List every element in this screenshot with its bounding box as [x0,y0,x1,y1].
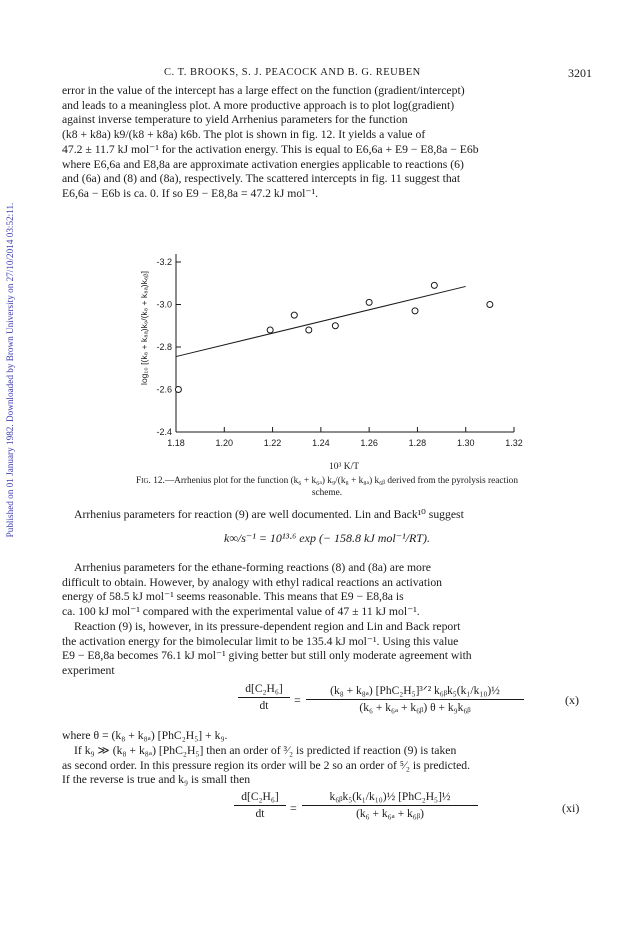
text-line: against inverse temperature to yield Arrhenius parameters for the function [62,113,408,127]
eq-xi-lhs-den: dt [255,808,265,820]
x-tick-label: 1.22 [263,438,282,448]
text-line: Reaction (9) is, however, in its pressure-dependent region and Lin and Back report [74,619,461,633]
equation-k-inf: k∞/s⁻¹ = 10¹³·⁶ exp (− 158.8 kJ mol⁻¹/RT). [224,531,430,545]
data-point [291,312,297,318]
text-line: If the reverse is true and k₉ is small then [62,773,251,787]
x-tick-label: 1.18 [167,438,185,448]
eq-x-rhs-den: (k₆ + k₆ₐ + k₆ᵦ) θ + k₉k₆ᵦ [359,702,471,714]
eq-x-lhs [238,683,290,712]
text-line: where θ = (k₈ + k₈ₐ) [PhC₂H₅] + k₉. [62,729,228,742]
header-authors: C. T. BROOKS, S. J. PEACOCK AND B. G. REUBEN [164,67,421,78]
y-axis-label: log₁₀ [(k₈ + k₈ₐ)k₉/(k₈ + k₈ₐ)k₆ᵦ] [139,271,149,385]
running-header [62,67,592,83]
data-point [487,302,493,308]
eq-x-equals: = [294,693,301,707]
text-line: energy of 58.5 kJ mol⁻¹ seems reasonable. This means that E9 − E8,8a is [62,590,404,604]
download-notice [2,150,18,590]
text-line: and (6a) and (8) and (8a), respectively. The scattered intercepts in fig. 11 suggest that [62,172,461,186]
eq-x-lhs-den: dt [259,700,269,712]
caption-text: —Arrhenius plot for the function (k₆ + k₆ₐ) k₉/(k₈ + k₈ₐ) k₆ᵦ derived from the pyrolysis reaction [164,476,518,486]
text-line: and leads to a meaningless plot. A more productive approach is to plot log(gradient) [62,98,455,112]
caption-text-line2: scheme. [311,488,343,498]
eq-x-number: (x) [565,693,579,707]
download-notice-text: Published on 01 January 1982. Downloaded by Brown University on 27/10/2014 03:52:11. [5,202,15,538]
x-tick-label: 1.32 [505,438,523,448]
text-line: the activation energy for the bimolecular limit to be 135.4 kJ mol⁻¹. Using this value [62,634,459,648]
lin-back-paragraph [62,508,592,523]
eq-xi-number: (xi) [562,801,580,815]
data-point [267,327,273,333]
eq-xi-equals: = [290,801,297,815]
text-line: (k8 + k8a) k9/(k8 + k8a) k6b. The plot is shown in fig. 12. It yields a value of [62,128,426,142]
data-point [412,308,418,314]
eq-xi-rhs [302,791,478,820]
page-number: 3201 [568,66,592,80]
eq-xi-rhs-num: k₆ᵦk₅(k₁/k₁₀)½ [PhC₂H₅]½ [329,791,451,803]
order-paragraph [62,744,592,788]
text-line: experiment [62,663,115,677]
arrhenius-plot [100,240,570,480]
theta-definition [62,729,592,744]
x-tick-label: 1.24 [312,438,330,448]
fit-line [176,286,466,356]
eq-x-rhs-num: (k₈ + k₈ₐ) [PhC₂H₅]³ᐟ² k₆ᵦk₅(k₁/k₁₀)½ [330,685,500,697]
eq-xi-rhs-den: (k₆ + k₆ₐ + k₆ᵦ) [356,808,424,820]
text-line: where E6,6a and E8,8a are approximate activation energies applicable to reactions (6) [62,157,464,171]
text-line: E9 − E8,8a becomes 76.1 kJ mol⁻¹ giving better but still only moderate agreement with [62,649,472,663]
text-line: error in the value of the intercept has a large effect on the function (gradient/intercept) [62,84,465,97]
data-point [366,299,372,305]
y-tick-label: -2.6 [156,384,172,395]
text-line: If k₉ ≫ (k₈ + k₈ₐ) [PhC₂H₅] then an order of ³⁄₂ is predicted if reaction (9) is taken [74,744,457,757]
x-axis-label: 10³ K/T [328,462,360,472]
y-tick-label: -2.8 [156,342,172,352]
x-tick-label: 1.20 [215,438,234,448]
y-tick-label: -3.2 [156,257,172,267]
text-line: ca. 100 kJ mol⁻¹ compared with the experimental value of 47 ± 11 kJ mol⁻¹. [62,605,420,619]
eq-x-lhs-num: d[C₂H₆] [245,683,283,695]
text-line: 47.2 ± 11.7 kJ mol⁻¹ for the activation energy. This is equal to E6,6a + E9 − E8,8a − E6b [62,142,479,156]
x-tick-label: 1.30 [456,438,475,448]
x-tick-label: 1.28 [408,438,427,448]
data-point [306,327,312,333]
plot-area [156,254,522,448]
data-point [332,323,338,329]
caption-label: Fig. 12. [136,476,165,486]
intro-paragraph [62,84,592,202]
eq-x-rhs [306,683,524,714]
text-line: Arrhenius parameters for reaction (9) are well documented. Lin and Back¹⁰ suggest [74,508,464,521]
eq-xi-lhs [234,791,286,820]
y-tick-label: -3.0 [156,299,172,310]
data-point [175,387,181,393]
data-point [431,282,437,288]
text-line: Arrhenius parameters for the ethane-forming reactions (8) and (8a) are more [74,561,431,574]
y-tick-label: -2.4 [156,427,172,437]
figure-caption [62,475,592,499]
ethane-paragraph [62,561,592,679]
eq-xi-lhs-num: d[C₂H₆] [241,791,279,803]
text-line: E6,6a − E6b is ca. 0. If so E9 − E8,8a = 47.2 kJ mol⁻¹. [62,186,319,200]
text-line: difficult to obtain. However, by analogy with ethyl radical reactions an activation [62,575,443,589]
x-tick-label: 1.26 [360,438,378,448]
text-line: as second order. In this pressure region its order will be 2 so an order of ⁵⁄₂ is predicted. [62,758,471,772]
